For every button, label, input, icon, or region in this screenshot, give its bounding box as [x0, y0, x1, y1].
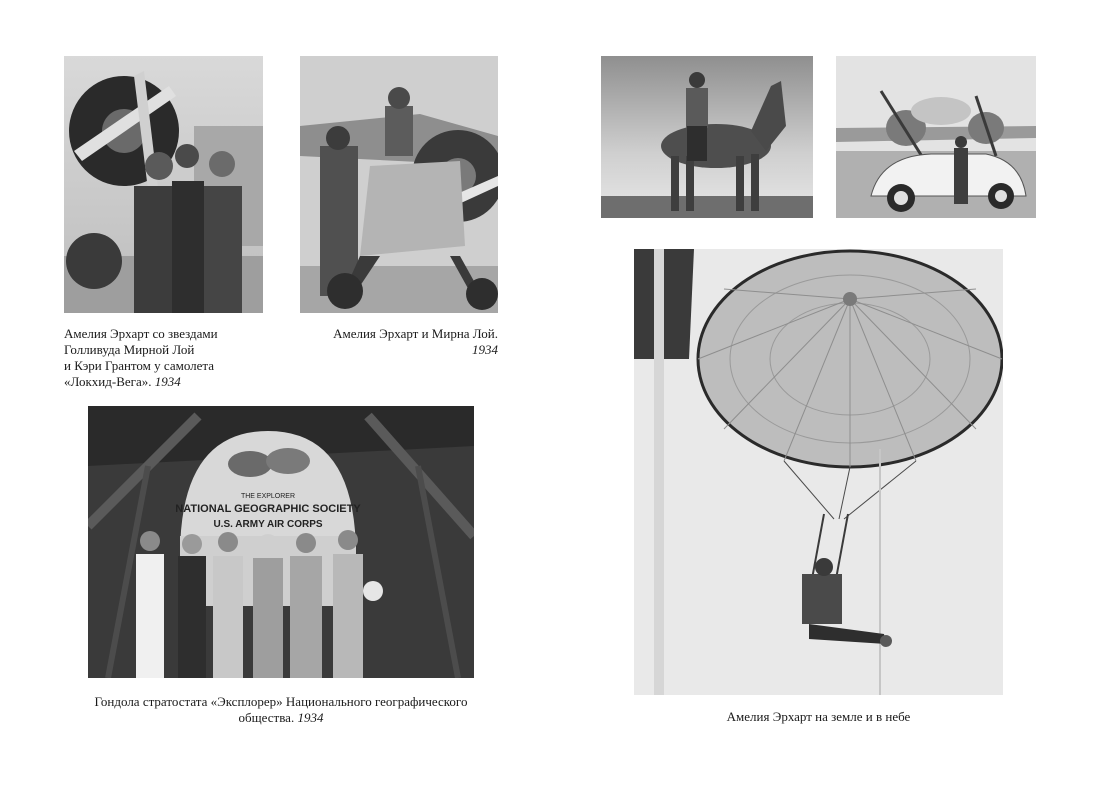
caption-stars-line-2: Голливуда Мирной Лой	[64, 342, 195, 357]
photo-electra-and-car	[836, 56, 1036, 218]
caption-stars	[64, 326, 218, 390]
caption-stars-line-3: и Кэри Грантом у самолета	[64, 358, 215, 373]
caption-stars-line-4: «Локхид-Вега».	[64, 374, 155, 389]
caption-stars-line-1: Амелия Эрхарт со звездами	[64, 326, 218, 341]
caption-ground-and-sky-text: Амелия Эрхарт на земле и в небе	[726, 709, 911, 724]
caption-stars-year: 1934	[154, 374, 181, 389]
gondola-text-army: U.S. ARMY AIR CORPS	[213, 519, 323, 530]
caption-myrna-loy-year: 1934	[472, 342, 498, 357]
photo-explorer-gondola	[88, 406, 474, 678]
gondola-text-explorer: THE EXPLORER	[240, 493, 296, 500]
caption-myrna-loy	[300, 326, 498, 358]
caption-gondola-line-2: общества.	[238, 710, 298, 725]
gondola-text-ngs: NATIONAL GEOGRAPHIC SOCIETY	[175, 503, 361, 515]
caption-ground-and-sky	[634, 709, 1003, 725]
photo-earhart-and-myrna-loy	[300, 56, 498, 313]
photo-earhart-with-stars	[64, 56, 263, 313]
photo-earhart-parachute	[634, 249, 1003, 695]
photo-earhart-on-horse	[601, 56, 813, 218]
caption-gondola	[64, 694, 498, 726]
caption-myrna-loy-text: Амелия Эрхарт и Мирна Лой.	[333, 326, 498, 341]
caption-gondola-line-1: Гондола стратостата «Эксплорер» Национального географического	[94, 694, 468, 709]
caption-gondola-year: 1934	[297, 710, 324, 725]
